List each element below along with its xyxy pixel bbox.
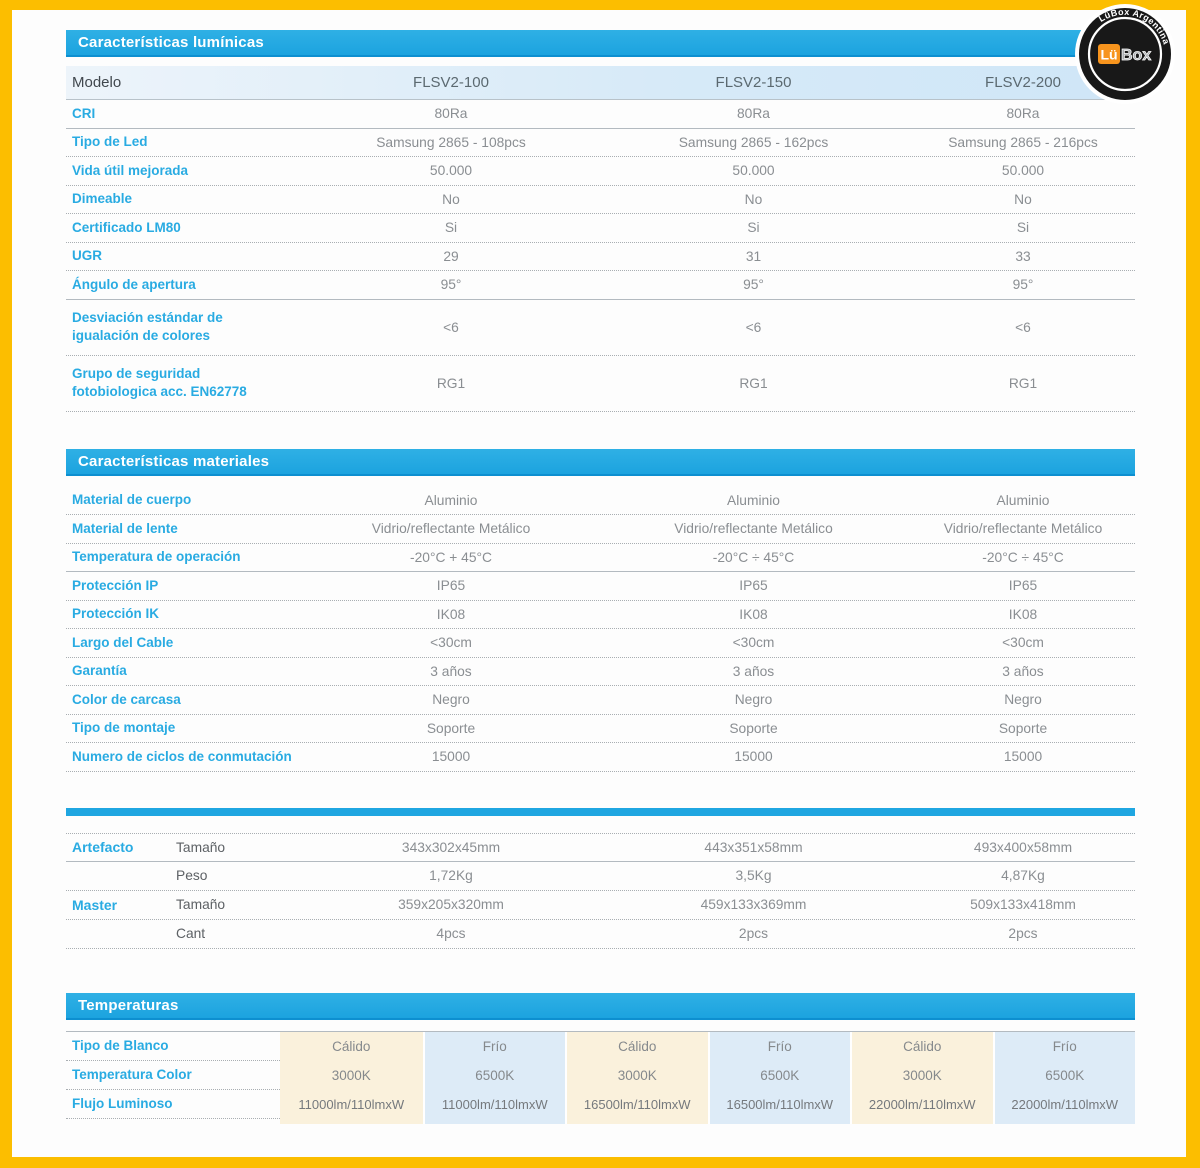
row-label: Numero de ciclos de conmutación (72, 748, 292, 764)
table-row (66, 487, 1135, 516)
row-label: Peso (176, 868, 208, 883)
table-row (66, 743, 1135, 772)
row-label: Tipo de Blanco (66, 1032, 280, 1061)
row-label: Temperatura Color (66, 1061, 280, 1090)
cell-value: 95° (440, 277, 462, 293)
cell-value: 359x205x320mm (398, 897, 504, 912)
temp-column-calido (850, 1032, 993, 1124)
flujo-value: 16500lm/110lmxW (726, 1096, 834, 1112)
cell-value: 50.000 (429, 163, 473, 179)
cell-value: Negro (734, 692, 773, 708)
cell-value: IP65 (1008, 578, 1038, 594)
cell-value: -20°C ÷ 45°C (712, 549, 795, 565)
cell-value: Aluminio (996, 492, 1050, 508)
cell-value: <30cm (430, 635, 472, 651)
cell-value: Vidrio/reflectante Metálico (371, 521, 531, 537)
row-label: Desviación estándar de igualación de colores (72, 310, 223, 343)
cell-value: 95° (1012, 277, 1034, 293)
row-label: Flujo Luminoso (66, 1090, 280, 1119)
cell-value: 15000 (734, 749, 773, 765)
cell-value: 15000 (431, 749, 471, 765)
cell-value: RG1 (1008, 375, 1038, 391)
packaging-table (66, 833, 1135, 949)
flujo-value: 22000lm/110lmxW (868, 1096, 976, 1112)
cell-value: RG1 (436, 375, 466, 391)
cell-value: Soporte (729, 720, 778, 736)
cell-value: 3 años (1002, 663, 1044, 679)
cell-value: 31 (745, 248, 762, 264)
table-row (66, 544, 1135, 573)
table-row (66, 572, 1135, 601)
flujo-value: 16500lm/110lmxW (583, 1096, 691, 1112)
cell-value: <6 (443, 319, 459, 335)
cell-value: No (442, 191, 460, 207)
cell-value: 2pcs (738, 926, 769, 941)
cell-value: No (1014, 191, 1032, 207)
cell-value: No (744, 191, 763, 207)
blanco-value: Cálido (903, 1038, 942, 1054)
cell-value: Soporte (998, 720, 1048, 736)
cell-value: 4pcs (436, 926, 466, 941)
cell-value: <30cm (732, 635, 775, 651)
cell-value: 443x351x58mm (704, 839, 803, 855)
cell-value: IK08 (436, 606, 466, 622)
row-label: Tamaño (176, 839, 226, 855)
cell-value: IK08 (739, 606, 768, 622)
cell-value: 493x400x58mm (973, 839, 1073, 855)
row-label: Cant (176, 926, 206, 941)
logo-lu-text: Lü (1100, 46, 1118, 63)
cell-value: 3 años (430, 663, 472, 679)
kelvin-value: 6500K (760, 1067, 800, 1083)
section-title: Características lumínicas (78, 34, 264, 51)
cell-value: Vidrio/reflectante Metálico (943, 521, 1103, 537)
row-label: Vida útil mejorada (72, 162, 189, 178)
row-label: Tamaño (176, 897, 226, 912)
cell-value: Soporte (426, 720, 476, 736)
cell-value: 33 (1015, 248, 1031, 264)
section-header-materiales (66, 449, 1135, 476)
section-header-temperaturas (66, 993, 1135, 1020)
row-label: Garantía (72, 663, 127, 679)
temp-column-frio (708, 1032, 851, 1124)
model-name: FLSV2-200 (985, 74, 1061, 91)
logo-arc-text: LüBox Argentina (1096, 6, 1172, 46)
table-row (66, 515, 1135, 544)
cell-value: <6 (1015, 319, 1031, 335)
sheet-background (12, 10, 1186, 1157)
spec-content (66, 30, 1135, 1124)
temp-column-calido (280, 1032, 423, 1124)
table-row (66, 862, 1135, 891)
table-row (66, 629, 1135, 658)
cell-value: IP65 (436, 578, 466, 594)
temp-label-column (66, 1032, 280, 1124)
table-row (66, 300, 1135, 356)
temp-column-frio (423, 1032, 566, 1124)
cell-value: IP65 (739, 578, 768, 594)
table-row (66, 356, 1135, 412)
row-label: Tipo de Led (72, 134, 148, 150)
cell-value: IK08 (1008, 606, 1038, 622)
cell-value: -20°C + 45°C (410, 549, 492, 565)
group-label: Artefacto (72, 839, 134, 855)
cell-value: <30cm (1002, 635, 1044, 651)
row-label: Certificado LM80 (72, 219, 181, 235)
model-header-row (66, 66, 1135, 100)
kelvin-value: 3000K (331, 1067, 371, 1083)
logo-box-text: Box (1121, 47, 1152, 64)
cell-value: Negro (432, 692, 470, 708)
cell-value: <6 (745, 319, 762, 335)
table-row (66, 833, 1135, 862)
cell-value: 80Ra (434, 106, 468, 122)
cell-value: Aluminio (727, 492, 780, 508)
row-label: Grupo de seguridad fotobiologica acc. EN62778 (72, 366, 247, 399)
table-row (66, 920, 1135, 949)
cell-value: 29 (443, 248, 459, 264)
cell-value: 80Ra (1006, 106, 1040, 122)
temp-column-frio (993, 1032, 1136, 1124)
section-header-luminicas (66, 30, 1135, 57)
cell-value: 15000 (1003, 749, 1043, 765)
table-row (66, 129, 1135, 158)
row-label: Dimeable (72, 191, 133, 207)
cell-value: 2pcs (1008, 926, 1038, 941)
cell-value: 3 años (732, 663, 775, 679)
temperaturas-table (66, 1031, 1135, 1124)
cell-value: -20°C ÷ 45°C (982, 549, 1064, 565)
lubox-logo-badge (1074, 3, 1176, 105)
row-label: Temperatura de operación (72, 549, 241, 565)
cell-value: 4,87Kg (1001, 868, 1045, 883)
group-label: Master (72, 896, 118, 913)
model-name: FLSV2-100 (413, 74, 489, 91)
table-row (66, 601, 1135, 630)
cell-value: Si (444, 220, 458, 236)
model-label: Modelo (72, 74, 122, 91)
flujo-value: 22000lm/110lmxW (1011, 1096, 1119, 1112)
blanco-value: Frío (767, 1038, 792, 1054)
kelvin-value: 6500K (475, 1067, 515, 1083)
cell-value: 343x302x45mm (401, 839, 501, 855)
table-row (66, 157, 1135, 186)
table-row (66, 100, 1135, 129)
section-title: Temperaturas (78, 996, 179, 1014)
row-label: Protección IP (72, 577, 159, 593)
row-label: UGR (72, 248, 102, 264)
row-label: Material de cuerpo (72, 492, 192, 508)
cell-value: Samsung 2865 - 108pcs (376, 134, 526, 150)
row-label: Material de lente (72, 520, 178, 536)
cell-value: 95° (743, 277, 764, 293)
cell-value: Aluminio (424, 492, 478, 508)
cell-value: RG1 (739, 375, 768, 391)
cell-value: 509x133x418mm (970, 897, 1076, 912)
row-label: Tipo de montaje (72, 720, 176, 736)
cell-value: 50.000 (1001, 163, 1045, 179)
cell-value: 50.000 (732, 163, 775, 179)
flujo-value: 11000lm/110lmxW (298, 1096, 405, 1112)
cell-value: Vidrio/reflectante Metálico (674, 521, 833, 537)
row-label: Ángulo de apertura (72, 276, 196, 292)
cell-value: 80Ra (737, 106, 770, 122)
blanco-value: Cálido (618, 1038, 657, 1054)
blanco-value: Cálido (332, 1038, 371, 1054)
cell-value: Samsung 2865 - 162pcs (678, 134, 829, 150)
temp-column-calido (565, 1032, 708, 1124)
kelvin-value: 6500K (1045, 1067, 1085, 1083)
table-row (66, 271, 1135, 300)
table-row (66, 186, 1135, 215)
cell-value: Si (1016, 220, 1030, 236)
cell-value: 459x133x369mm (700, 897, 807, 912)
model-name: FLSV2-150 (715, 74, 792, 91)
cell-value: 1,72Kg (429, 868, 473, 883)
blanco-value: Frío (1052, 1038, 1077, 1054)
lubox-logo-icon (1074, 3, 1176, 105)
row-label: Largo del Cable (72, 634, 174, 650)
cell-value: Negro (1004, 692, 1042, 708)
row-label: Color de carcasa (72, 691, 181, 707)
table-row (66, 658, 1135, 687)
table-row (66, 715, 1135, 744)
blanco-value: Frío (482, 1038, 507, 1054)
spacer (66, 476, 1135, 487)
kelvin-value: 3000K (902, 1067, 942, 1083)
cell-value: 3,5Kg (735, 868, 772, 883)
table-row (66, 214, 1135, 243)
cell-value: Si (747, 220, 760, 236)
kelvin-value: 3000K (617, 1067, 657, 1083)
cell-value: Samsung 2865 - 216pcs (948, 134, 1098, 150)
row-label: Protección IK (72, 606, 160, 622)
flujo-value: 11000lm/110lmxW (441, 1096, 548, 1112)
table-row (66, 243, 1135, 272)
section-title: Características materiales (78, 452, 270, 470)
table-row (66, 686, 1135, 715)
row-label: CRI (72, 105, 96, 121)
divider-bar (66, 808, 1135, 816)
table-row (66, 891, 1135, 920)
